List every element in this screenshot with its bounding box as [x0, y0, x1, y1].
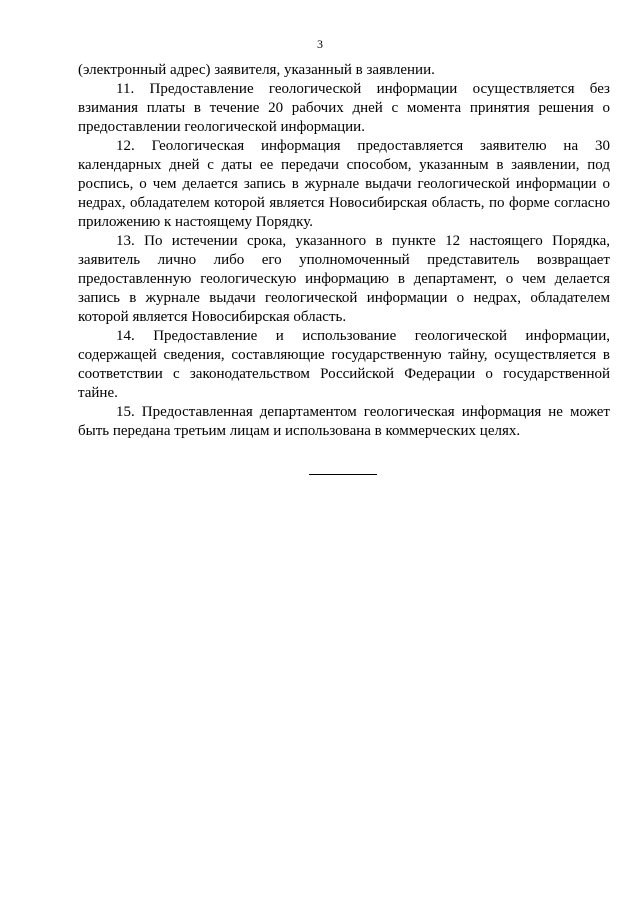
page-number: 3: [317, 37, 323, 51]
end-of-document-rule: [309, 474, 377, 475]
document-body: [78, 61, 610, 441]
paragraph-14: 14. Предоставление и использование геологической информации, содержащей сведения, составляющие государственную тайну, осуществляется в соответствии с законодательством Российской Федерации о государственной тайне.: [78, 328, 610, 401]
paragraph-11: 11. Предоставление геологической информации осуществляется без взимания платы в течение 20 рабочих дней с момента принятия решения о предоставлении геологической информации.: [78, 81, 610, 135]
paragraph-13: 13. По истечении срока, указанного в пункте 12 настоящего Порядка, заявитель лично либо его уполномоченный представитель возвращает предоставленную геологическую информацию в департамент, о чем делается запись в журнале выдачи геологической информации о недрах, обладателем которой является Новосибирская область.: [78, 233, 610, 325]
paragraph-15: 15. Предоставленная департаментом геологическая информация не может быть передана третьим лицам и использована в коммерческих целях.: [78, 404, 610, 439]
paragraph-12: 12. Геологическая информация предоставляется заявителю на 30 календарных дней с даты ее передачи способом, указанным в заявлении, под роспись, о чем делается запись в журнале выдачи геологической информации о недрах, обладателем которой является Новосибирская область, по форме согласно приложению к настоящему Порядку.: [78, 138, 610, 230]
paragraph-continuation: (электронный адрес) заявителя, указанный в заявлении.: [78, 62, 435, 78]
